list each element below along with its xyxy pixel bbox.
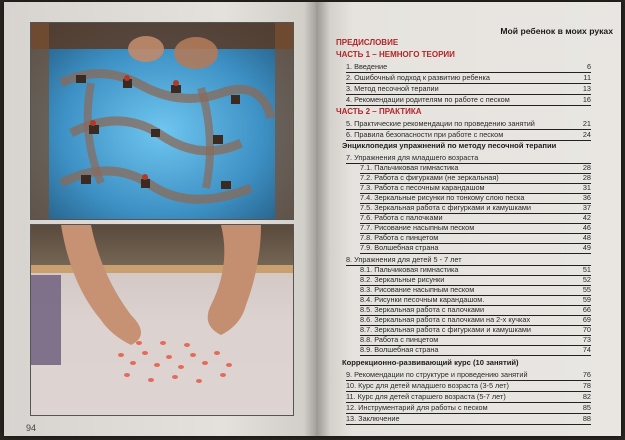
toc-entry: 8.3. Рисование насыпным песком 55 bbox=[360, 285, 591, 294]
toc-entry: 8.7. Зеркальная работа с фигурками и камушками 70 bbox=[360, 325, 591, 334]
toc-rule bbox=[360, 315, 591, 316]
toc-entry: 3. Метод песочной терапии 13 bbox=[346, 84, 591, 93]
toc-rule bbox=[346, 94, 591, 95]
toc-rule bbox=[360, 223, 591, 224]
photo-sand-table-figurines bbox=[30, 22, 294, 220]
toc-rule bbox=[346, 265, 591, 266]
toc-entry: 12. Инструментарий для работы с песком 85 bbox=[346, 403, 591, 412]
toc-entry: 9. Рекомендации по структуре и проведению занятий 76 bbox=[346, 370, 591, 379]
toc-rule bbox=[346, 424, 591, 425]
toc-rule bbox=[360, 285, 591, 286]
toc-rule bbox=[346, 163, 591, 164]
toc-part1-title: ЧАСТЬ 1 – НЕМНОГО ТЕОРИИ bbox=[336, 50, 455, 59]
toc-entry: 7.9. Волшебная страна 49 bbox=[360, 243, 591, 252]
toc-entry: 8.8. Работа с пинцетом 73 bbox=[360, 335, 591, 344]
sand-table-figurines-illustration bbox=[31, 23, 293, 219]
toc-rule bbox=[346, 391, 591, 392]
toc-rule bbox=[360, 253, 591, 254]
toc-entry: 7.3. Работа с песочным карандашом 31 bbox=[360, 183, 591, 192]
toc-course-title: Коррекционно-развивающий курс (10 занятий) bbox=[342, 358, 519, 367]
toc-entry: 11. Курс для детей старшего возраста (5-7 лет) 82 bbox=[346, 392, 591, 401]
toc-rule bbox=[346, 105, 591, 106]
toc-entry: 7.7. Рисование насыпным песком 46 bbox=[360, 223, 591, 232]
page-number: 94 bbox=[26, 423, 37, 433]
toc-rule bbox=[346, 140, 591, 141]
left-page bbox=[4, 2, 316, 436]
toc-entry: 13. Заключение 88 bbox=[346, 414, 591, 423]
book-title: Мой ребенок в моих руках bbox=[500, 26, 613, 36]
toc-entry: 7.4. Зеркальные рисунки по тонкому слою песка 36 bbox=[360, 193, 591, 202]
toc-entry: 6. Правила безопасности при работе с песком 24 bbox=[346, 130, 591, 139]
right-page bbox=[316, 2, 621, 436]
toc-entry: 1. Введение 6 bbox=[346, 62, 591, 71]
photo-hands-on-sand bbox=[30, 224, 294, 416]
toc-entry: 8.4. Рисунки песочным карандашом. 59 bbox=[360, 295, 591, 304]
toc-part2-title: ЧАСТЬ 2 – ПРАКТИКА bbox=[336, 107, 422, 116]
toc-rule bbox=[360, 243, 591, 244]
toc-entry: 8.9. Волшебная страна 74 bbox=[360, 345, 591, 354]
toc-entry: 10. Курс для детей младшего возраста (3-5 лет) 78 bbox=[346, 381, 591, 390]
toc-rule bbox=[346, 83, 591, 84]
toc-rule bbox=[360, 335, 591, 336]
toc-entry: 8.6. Зеркальная работа с палочками на 2-х кучках 69 bbox=[360, 315, 591, 324]
toc-rule bbox=[360, 345, 591, 346]
toc-rule bbox=[360, 275, 591, 276]
toc-rule bbox=[346, 402, 591, 403]
toc-entry: 7.1. Пальчиковая гимнастика 28 bbox=[360, 163, 591, 172]
toc-entry: 5. Практические рекомендации по проведению занятий 21 bbox=[346, 119, 591, 128]
toc-rule bbox=[360, 325, 591, 326]
toc-rule bbox=[360, 203, 591, 204]
toc-entry: 8.2. Зеркальные рисунки 52 bbox=[360, 275, 591, 284]
toc-group8-title: 8. Упражнения для детей 5 - 7 лет bbox=[346, 255, 462, 264]
toc-preface: ПРЕДИСЛОВИЕ bbox=[336, 38, 399, 47]
toc-rule bbox=[346, 380, 591, 381]
toc-rule bbox=[360, 355, 591, 356]
toc-entry: 7.5. Зеркальная работа с фигурками и камушками 37 bbox=[360, 203, 591, 212]
hands-on-sand-illustration bbox=[31, 225, 293, 415]
toc-rule bbox=[360, 233, 591, 234]
toc-rule bbox=[360, 193, 591, 194]
toc-rule bbox=[360, 305, 591, 306]
toc-entry: 7.2. Работа с фигурками (не зеркальная) 28 bbox=[360, 173, 591, 182]
toc-entry: 7.6. Работа с палочками 42 bbox=[360, 213, 591, 222]
toc-rule bbox=[346, 72, 591, 73]
toc-rule bbox=[360, 295, 591, 296]
book-spread bbox=[4, 2, 621, 436]
toc-entry: 8.5. Зеркальная работа с палочками 66 bbox=[360, 305, 591, 314]
toc-entry: 8.1. Пальчиковая гимнастика 51 bbox=[360, 265, 591, 274]
toc-rule bbox=[346, 413, 591, 414]
toc-rule bbox=[360, 173, 591, 174]
toc-rule bbox=[360, 183, 591, 184]
toc-encyclopedia-title: Энциклопедия упражнений по методу песочной терапии bbox=[342, 141, 557, 150]
toc-rule bbox=[346, 129, 591, 130]
toc-rule bbox=[360, 213, 591, 214]
toc-entry: 7.8. Работа с пинцетом 48 bbox=[360, 233, 591, 242]
toc-entry: 4. Рекомендации родителям по работе с песком 16 bbox=[346, 95, 591, 104]
toc-group7-title: 7. Упражнения для младшего возраста bbox=[346, 153, 479, 162]
toc-entry: 2. Ошибочный подход к развитию ребенка 11 bbox=[346, 73, 591, 82]
